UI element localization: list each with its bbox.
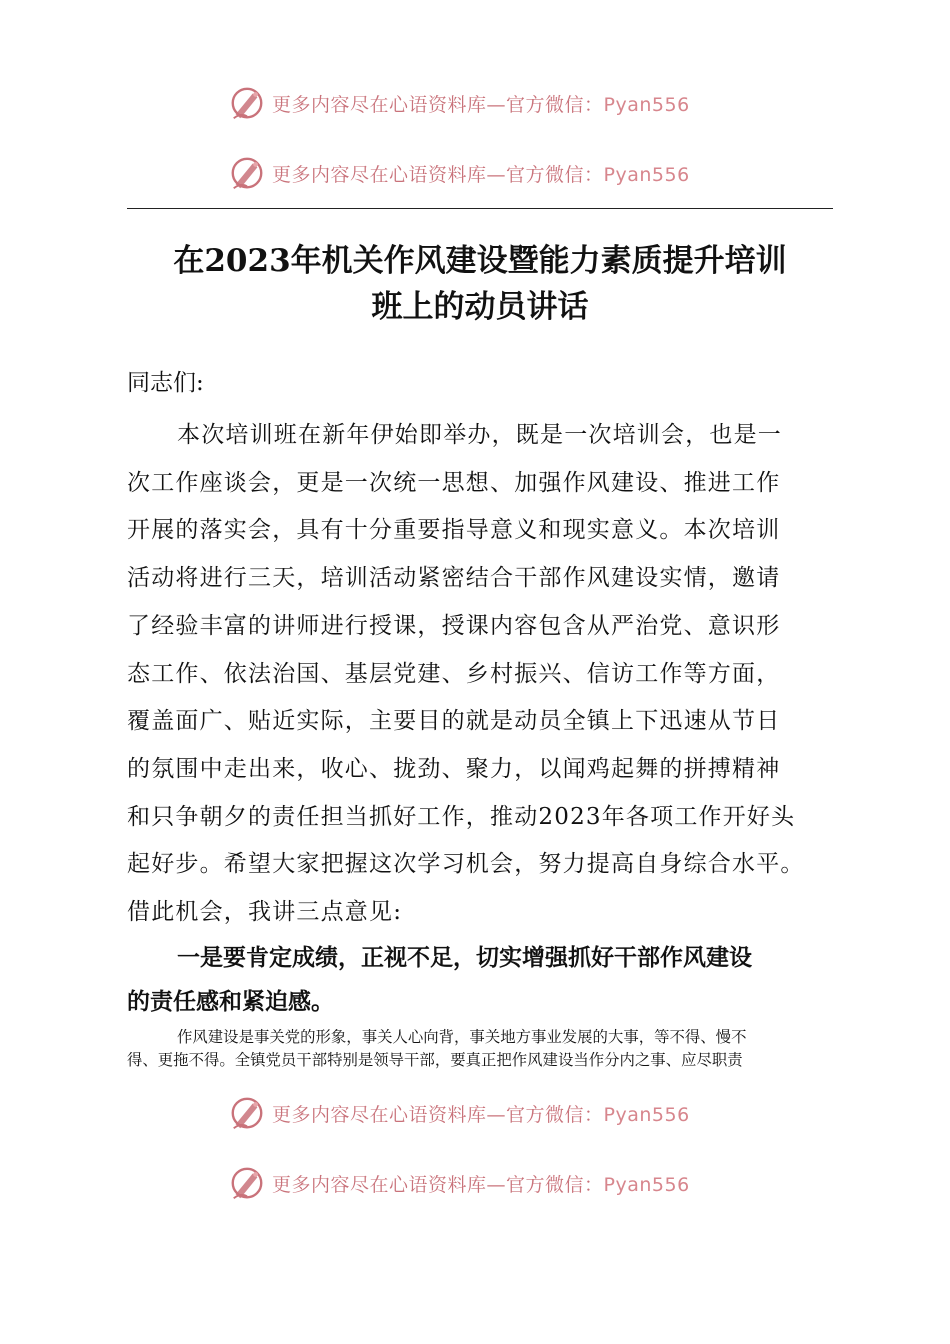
header-divider [127,208,833,209]
watermark-text: 更多内容尽在心语资料库—官方微信：Pyan556 [272,163,690,186]
watermark-banner [228,83,728,123]
body-line: 覆盖面广、贴近实际，主要目的就是动员全镇上下迅速从节日 [127,708,781,735]
watermark-text: 更多内容尽在心语资料库—官方微信：Pyan556 [272,1173,690,1196]
body-line: 活动将进行三天，培训活动紧密结合干部作风建设实情，邀请 [127,565,781,592]
pen-logo-icon [228,1164,266,1202]
body-line: 的氛围中走出来，收心、拢劲、聚力，以闻鸡起舞的拼搏精神 [127,755,781,782]
watermark-text: 更多内容尽在心语资料库—官方微信：Pyan556 [272,1103,690,1126]
body-line: 和只争朝夕的责任担当抓好工作，推动2023年各项工作开好头 [127,803,796,830]
salutation: 同志们: [127,370,204,396]
document-title [127,238,833,330]
body-paragraph [127,412,839,937]
watermark-banner [228,153,728,193]
section-text-line: 得、更拖不得。全镇党员干部特别是领导干部，要真正把作风建设当作分内之事、应尽职责 [127,1051,743,1069]
body-line: 开展的落实会，具有十分重要指导意义和现实意义。本次培训 [127,517,781,544]
watermark-wechat-id: Pyan556 [603,163,690,186]
watermark-text: 更多内容尽在心语资料库—官方微信：Pyan556 [272,93,690,116]
title-line: 在2023年机关作风建设暨能力素质提升培训 [173,243,787,279]
section-heading [127,936,839,1024]
title-line: 班上的动员讲话 [371,289,589,325]
heading-line: 的责任感和紧迫感。 [127,989,334,1015]
heading-line: 一是要肯定成绩，正视不足，切实增强抓好干部作风建设 [177,945,752,971]
body-line: 本次培训班在新年伊始即举办，既是一次培训会，也是一 [177,422,782,448]
watermark-wechat-id: Pyan556 [603,1103,690,1126]
watermark-wechat-id: Pyan556 [603,93,690,116]
body-line: 起好步。希望大家把握这次学习机会，努力提高自身综合水平。 [127,851,805,878]
watermark-banner [228,1093,728,1133]
pen-logo-icon [228,1094,266,1132]
watermark-banner [228,1163,728,1203]
pen-logo-icon [228,84,266,122]
body-line: 态工作、依法治国、基层党建、乡村振兴、信访工作等方面， [127,660,781,687]
body-line: 了经验丰富的讲师进行授课，授课内容包含从严治党、意识形 [127,612,781,639]
watermark-wechat-id: Pyan556 [603,1173,690,1196]
section-text [127,1026,839,1072]
body-line: 次工作座谈会，更是一次统一思想、加强作风建设、推进工作 [127,469,781,496]
section-text-line: 作风建设是事关党的形象，事关人心向背，事关地方事业发展的大事，等不得、慢不 [177,1028,747,1046]
pen-logo-icon [228,154,266,192]
body-line: 借此机会，我讲三点意见: [127,899,403,926]
